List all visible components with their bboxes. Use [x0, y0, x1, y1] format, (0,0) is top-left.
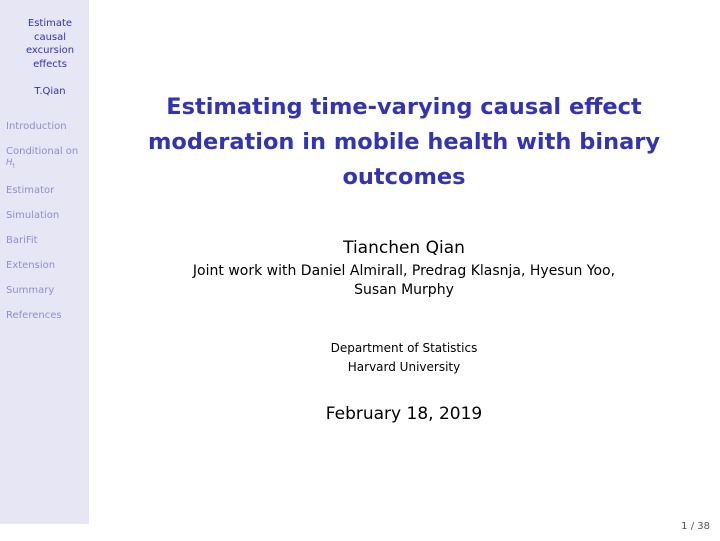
- sidebar-item-label: BariFit: [6, 235, 38, 246]
- sidebar-title-line: effects: [33, 58, 67, 70]
- sidebar-item-barifit[interactable]: [6, 235, 38, 246]
- sidebar-title-line: causal: [33, 31, 67, 43]
- sidebar-item-label: References: [6, 310, 62, 321]
- sidebar-item-conditional[interactable]: [6, 146, 78, 157]
- sidebar-item-conditional-var[interactable]: [6, 158, 15, 169]
- sidebar-item-estimator[interactable]: [6, 185, 54, 196]
- sidebar-title-line: excursion: [25, 45, 75, 56]
- institute: [134, 339, 674, 377]
- title-line: Estimating time-varying causal effect: [166, 94, 642, 120]
- presentation-date: February 18, 2019: [325, 404, 483, 424]
- page-number: 1 / 38: [681, 521, 710, 532]
- sidebar-item-label: Extension: [6, 260, 56, 271]
- sidebar-title-line: Estimate: [27, 18, 73, 29]
- sidebar-item-label: Simulation: [6, 210, 60, 221]
- sidebar-item-label: Conditional on: [6, 146, 79, 157]
- sidebar-item-summary[interactable]: [6, 285, 54, 296]
- title-line: outcomes: [342, 164, 466, 190]
- coauthors: [134, 262, 674, 300]
- coauthors-line: Joint work with Daniel Almirall, Predrag Klasnja, Hyesun Yoo,: [192, 263, 616, 279]
- slide-title: [134, 90, 674, 195]
- sidebar-item-simulation[interactable]: [6, 210, 59, 221]
- sidebar-item-label: Introduction: [6, 121, 67, 132]
- sidebar-item-label: Estimator: [6, 185, 55, 196]
- sidebar-short-title[interactable]: [0, 17, 100, 71]
- sidebar-item-var: H: [6, 158, 13, 168]
- sidebar-item-subscript: t: [12, 162, 15, 170]
- sidebar-item-references[interactable]: [6, 310, 62, 321]
- sidebar: [0, 0, 89, 524]
- sidebar-item-introduction[interactable]: [6, 121, 67, 132]
- presenter-name: Tianchen Qian: [343, 238, 465, 258]
- institute-line: Harvard University: [347, 360, 461, 374]
- sidebar-item-label: Summary: [6, 285, 55, 296]
- title-line: moderation in mobile health with binary: [147, 129, 661, 155]
- sidebar-item-extension[interactable]: [6, 260, 55, 271]
- sidebar-author[interactable]: T.Qian: [34, 86, 66, 97]
- institute-line: Department of Statistics: [330, 341, 478, 355]
- coauthors-line: Susan Murphy: [354, 282, 454, 298]
